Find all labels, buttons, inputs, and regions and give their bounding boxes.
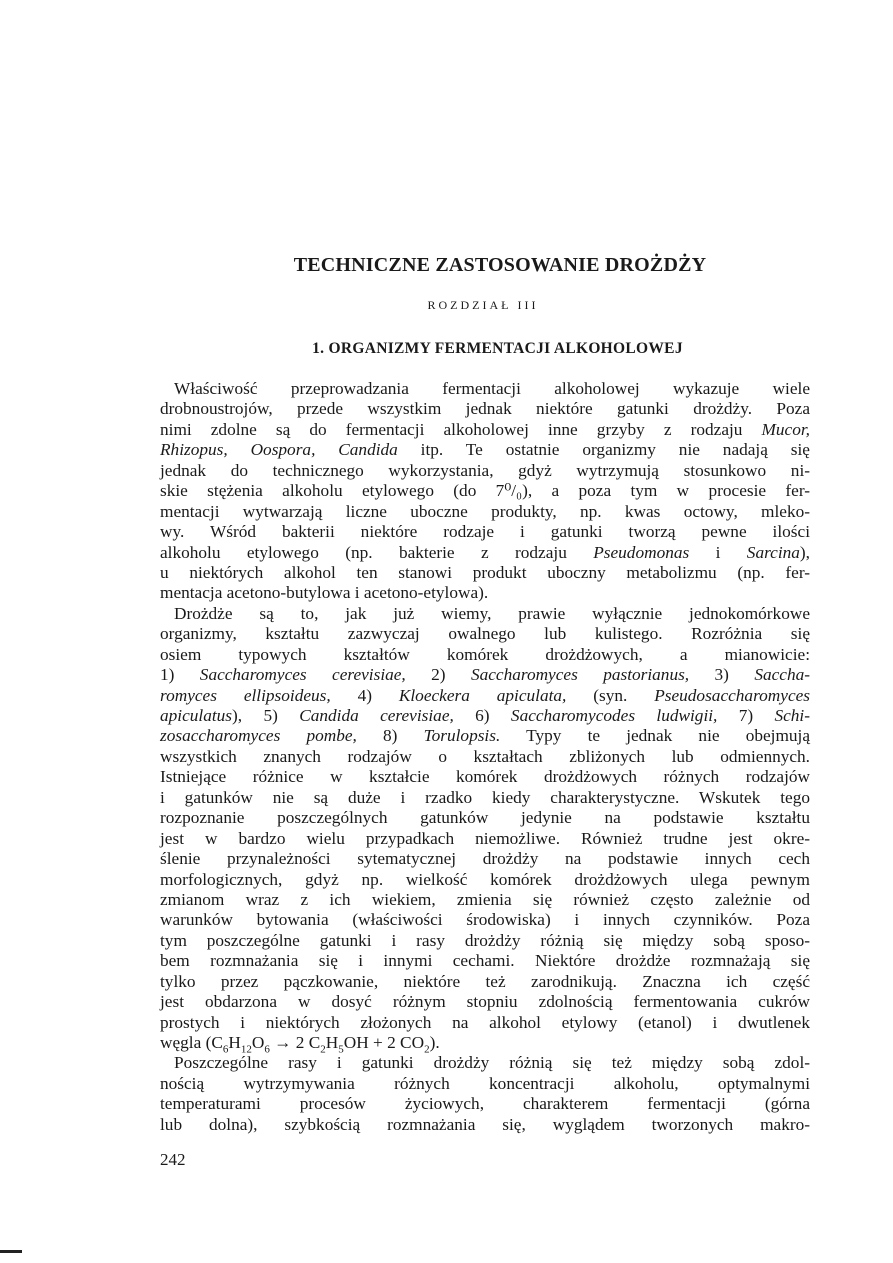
italic-text: Candida cerevisiae, — [299, 706, 454, 725]
text-segment: wy. Wśród bakterii niektóre rodzaje i gatunki tworzą pewne ilości — [160, 522, 810, 542]
text-segment: prostych i niektórych złożonych na alkohol etylowy (etanol) i dwutlenek — [160, 1012, 810, 1032]
text-segment: 7) — [717, 706, 775, 725]
subscript: 5 — [338, 1043, 344, 1056]
text-segment: osiem typowych kształtów komórek drożdżowych, a mianowicie: — [160, 644, 810, 664]
text-segment: i — [689, 542, 747, 562]
italic-text: Torulopsis. — [423, 726, 501, 746]
text-segment: organizmy, kształtu zazwyczaj owalnego lub kulistego. Rozróżnia się — [160, 624, 810, 644]
text-line — [160, 563, 810, 583]
text-segment: (syn. — [566, 685, 655, 705]
text-segment: 4) — [330, 685, 399, 705]
text-line — [160, 665, 810, 685]
text-segment: jest obdarzona w dosyć różnym stopniu zdolnością fermentowania cukrów — [160, 992, 810, 1012]
text-line — [160, 1053, 810, 1073]
italic-text: Rhizopus, Oospora, Candida — [160, 440, 398, 460]
text-segment: wszystkich znanych rodzajów o kształtach zbliżonych lub odmiennych. — [160, 746, 810, 766]
text-segment: mentacji wytwarzają liczne uboczne produkty, np. kwas octowy, mleko- — [160, 501, 810, 521]
text-segment: rozpoznanie poszczególnych gatunków jedynie na podstawie kształtu — [160, 808, 810, 828]
text-line — [160, 1033, 810, 1056]
text-segment: morfologicznych, gdyż np. wielkość komórek drożdżowych ulega pewnym — [160, 869, 810, 889]
text-line — [160, 829, 810, 849]
text-segment: i gatunków nie są duże i rzadko kiedy charakterystyczne. Wskutek tego — [160, 787, 810, 807]
italic-text: Pseudosaccharomyces — [654, 685, 811, 705]
text-line — [160, 1013, 810, 1033]
section-heading: 1. ORGANIZMY FERMENTACJI ALKOHOLOWEJ — [312, 340, 683, 357]
text-line — [160, 890, 810, 910]
text-line — [160, 379, 810, 399]
text-line — [160, 1094, 810, 1114]
text-segment: tym poszczególne gatunki i rasy drożdży różnią się między sobą sposo- — [160, 930, 810, 950]
text-line — [160, 420, 810, 440]
text-line — [160, 604, 810, 624]
text-line — [160, 624, 810, 644]
text-segment: ), — [799, 542, 810, 562]
text-segment: Właściwość przeprowadzania fermentacji alkoholowej wykazuje wiele — [174, 379, 810, 398]
text-line — [160, 931, 810, 951]
subscript: 2 — [320, 1043, 326, 1056]
italic-text: Sarcina — [746, 542, 800, 562]
italic-text: Mucor, — [761, 419, 810, 439]
text-line — [160, 808, 810, 828]
text-segment: alkoholu etylowego (np. bakterie z rodzaju — [160, 542, 594, 562]
text-segment: węgla (C — [160, 1033, 223, 1052]
text-segment: Typy te jednak nie obejmują — [500, 726, 811, 746]
text-line — [160, 870, 810, 890]
text-segment: ). — [429, 1033, 440, 1052]
italic-text: Kloeckera apiculata, — [398, 685, 567, 705]
text-segment: warunków bytowania (właściwości środowiska) i innych czynników. Poza — [160, 910, 810, 930]
italic-text: Pseudomonas — [593, 542, 690, 562]
italic-text: Saccharomyces pastorianus, — [470, 665, 690, 685]
text-line — [160, 972, 810, 992]
text-line — [160, 1074, 810, 1094]
text-line — [160, 706, 810, 726]
text-line — [160, 399, 810, 419]
text-segment: 1) — [160, 665, 200, 685]
text-segment: jednak do technicznego wykorzystania, gdyż wytrzymują stosunkowo ni- — [160, 460, 810, 480]
text-segment: bem rozmnażania się i innymi cechami. Niektóre drożdże rozmnażają się — [160, 951, 810, 971]
text-line — [160, 747, 810, 767]
chapter-label: ROZDZIAŁ III — [427, 298, 539, 312]
text-line — [160, 543, 810, 563]
text-segment: drobnoustrojów, przede wszystkim jednak niektóre gatunki drożdży. Poza — [160, 399, 810, 419]
text-segment: temperaturami procesów życiowych, charakterem fermentacji (górna — [160, 1094, 810, 1114]
subscript: 6 — [264, 1043, 270, 1056]
text-line — [160, 461, 810, 481]
text-line — [160, 645, 810, 665]
subscript: 6 — [222, 1043, 229, 1056]
subscript: 2 — [424, 1043, 430, 1056]
text-segment: 2) — [405, 665, 471, 685]
text-segment: tylko przez pączkowanie, niektóre też zarodnikują. Znaczna ich część — [160, 971, 810, 991]
italic-text: Saccharomycodes ludwigii, — [510, 706, 718, 725]
text-segment: 8) — [356, 726, 424, 746]
text-line — [160, 951, 810, 971]
subscript: 12 — [240, 1043, 252, 1056]
text-segment: H — [228, 1033, 241, 1052]
text-segment: itp. Te ostatnie organizmy nie nadają się — [397, 440, 810, 460]
text-line — [160, 910, 810, 930]
italic-text: Saccharomyces cerevisiae, — [199, 665, 406, 685]
text-line — [160, 849, 810, 869]
text-segment: → 2 C — [269, 1033, 321, 1052]
italic-text: romyces ellipsoideus, — [160, 685, 331, 705]
text-line — [160, 726, 810, 746]
text-segment: OH + 2 CO — [343, 1033, 425, 1052]
text-segment: Drożdże są to, jak już wiemy, prawie wyłącznie jednokomórkowe — [174, 603, 810, 623]
text-segment: 3) — [689, 665, 755, 685]
text-segment: Poszczególne rasy i gatunki drożdży różnią się też między sobą zdol- — [174, 1053, 810, 1073]
text-segment: mentacja acetono-butylowa i acetono-etylowa). — [160, 583, 489, 603]
text-segment: ślenie przynależności sytematycznej drożdży na podstawie innych cech — [160, 849, 810, 869]
italic-text: apiculatus — [160, 706, 233, 725]
body-text — [160, 379, 810, 1135]
italic-text: Saccha- — [754, 665, 810, 685]
text-segment: O — [251, 1033, 265, 1052]
text-segment: 6) — [453, 706, 511, 725]
text-segment: skie stężenia alkoholu etylowego (do 7⁰/₀), a poza tym w procesie fer- — [160, 481, 810, 501]
text-line — [160, 1115, 810, 1135]
text-line — [160, 481, 810, 501]
text-segment: Istniejące różnice w kształcie komórek drożdżowych różnych rodzajów — [160, 767, 810, 787]
text-segment: nimi zdolne są do fermentacji alkoholowej inne grzyby z rodzaju — [160, 419, 762, 439]
text-line — [160, 992, 810, 1012]
text-line — [160, 502, 810, 522]
text-line — [160, 440, 810, 460]
text-segment: u niektórych alkohol ten stanowi produkt uboczny metabolizmu (np. fer- — [160, 562, 810, 582]
text-line — [160, 686, 810, 706]
italic-text: Schi- — [774, 706, 810, 725]
text-segment: H — [325, 1033, 339, 1052]
text-line — [160, 767, 810, 787]
text-line — [160, 522, 810, 542]
text-segment: lub dolna), szybkością rozmnażania się, wyglądem tworzonych makro- — [160, 1114, 810, 1134]
text-line — [160, 583, 810, 603]
text-segment: nością wytrzymywania różnych koncentracji alkoholu, optymalnymi — [160, 1073, 810, 1093]
text-segment: zmianom wraz z ich wiekiem, zmienia się również często zależnie od — [160, 889, 810, 909]
chapter-title: TECHNICZNE ZASTOSOWANIE DROŻDŻY — [293, 254, 707, 276]
page-number: 242 — [160, 1150, 186, 1169]
text-segment: jest w bardzo wielu przypadkach niemożliwe. Również trudne jest okre- — [160, 828, 810, 848]
italic-text: zosaccharomyces pombe, — [160, 726, 357, 746]
text-segment: ), 5) — [232, 706, 300, 725]
scan-edge-mark — [0, 1250, 22, 1253]
text-line — [160, 788, 810, 808]
